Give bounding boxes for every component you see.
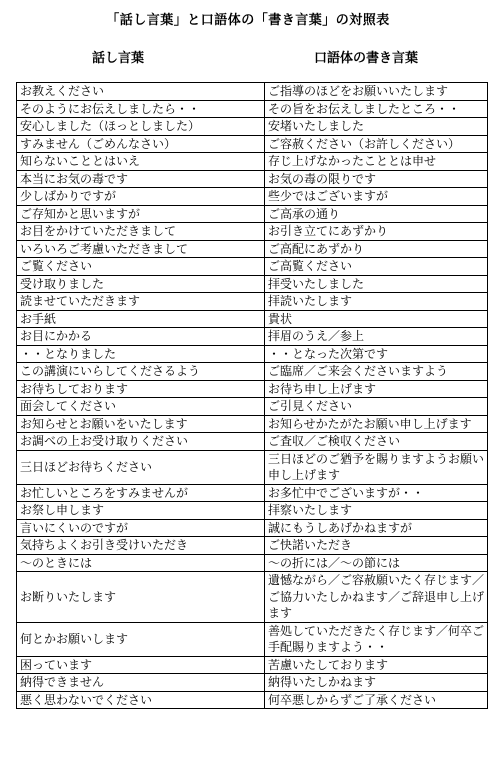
page-title: 「話し言葉」と口語体の「書き言葉」の対照表 xyxy=(106,13,390,28)
spoken-expression-cell: すみません（ごめんなさい） xyxy=(17,135,265,153)
table-row xyxy=(17,100,488,118)
table-row xyxy=(17,484,488,502)
table-row xyxy=(17,572,488,623)
table-row xyxy=(17,398,488,416)
table-row xyxy=(17,240,488,258)
table-row xyxy=(17,622,488,656)
table-row xyxy=(17,135,488,153)
spoken-expression-cell: お手紙 xyxy=(17,310,265,328)
comparison-table xyxy=(16,82,488,709)
table-row xyxy=(17,153,488,171)
written-expression-cell: お多忙中でございますが・・ xyxy=(265,484,488,502)
written-expression-cell: 拝受いたしました xyxy=(265,275,488,293)
written-expression-cell: 些少ではございますが xyxy=(265,188,488,206)
table-row xyxy=(17,118,488,136)
table-row xyxy=(17,433,488,451)
spoken-expression-cell: 本当にお気の毒です xyxy=(17,170,265,188)
written-expression-cell: ご引見ください xyxy=(265,398,488,416)
spoken-expression-cell: 読ませていただきます xyxy=(17,293,265,311)
table-row xyxy=(17,674,488,692)
spoken-expression-cell: お調べの上お受け取りください xyxy=(17,433,265,451)
table-row xyxy=(17,380,488,398)
written-expression-cell: 苦慮いたしております xyxy=(265,656,488,674)
spoken-expression-cell: ～のときには xyxy=(17,554,265,572)
table-row xyxy=(17,345,488,363)
written-expression-cell: ご高承の通り xyxy=(265,205,488,223)
written-expression-cell: ご高配にあずかり xyxy=(265,240,488,258)
written-expression-cell: 善処していただきたく存じます／何卒ご手配賜りますよう・・ xyxy=(265,622,488,656)
written-expression-cell: その旨をお伝えしましたところ・・ xyxy=(265,100,488,118)
table-row xyxy=(17,363,488,381)
column-header-spoken: 話し言葉 xyxy=(92,51,145,66)
spoken-expression-cell: 受け取りました xyxy=(17,275,265,293)
written-expression-cell: 三日ほどのご猶予を賜りますようお願い申し上げます xyxy=(265,450,488,484)
written-expression-cell: ご指導のほどをお願いいたします xyxy=(265,83,488,101)
written-expression-cell: 存じ上げなかったこととは申せ xyxy=(265,153,488,171)
spoken-expression-cell: いろいろご考慮いただきまして xyxy=(17,240,265,258)
spoken-expression-cell: 言いにくいのですが xyxy=(17,519,265,537)
spoken-expression-cell: ご覧ください xyxy=(17,258,265,276)
table-row xyxy=(17,328,488,346)
spoken-expression-cell: 気持ちよくお引き受けいただき xyxy=(17,537,265,555)
spoken-expression-cell: お祭し申します xyxy=(17,502,265,520)
written-expression-cell: お気の毒の限りです xyxy=(265,170,488,188)
spoken-expression-cell: ご存知かと思いますが xyxy=(17,205,265,223)
table-row xyxy=(17,656,488,674)
spoken-expression-cell: 何とかお願いします xyxy=(17,622,265,656)
spoken-expression-cell: お知らせとお願いをいたします xyxy=(17,415,265,433)
spoken-expression-cell: お忙しいところをすみませんが xyxy=(17,484,265,502)
spoken-expression-cell: ・・となりました xyxy=(17,345,265,363)
table-row xyxy=(17,415,488,433)
spoken-expression-cell: お待ちしております xyxy=(17,380,265,398)
spoken-expression-cell: 三日ほどお待ちください xyxy=(17,450,265,484)
spoken-expression-cell: お断りいたします xyxy=(17,572,265,623)
table-row xyxy=(17,170,488,188)
written-expression-cell: ご高覧ください xyxy=(265,258,488,276)
written-expression-cell: ・・となった次第です xyxy=(265,345,488,363)
table-row xyxy=(17,519,488,537)
table-row xyxy=(17,450,488,484)
spoken-expression-cell: この講演にいらしてくださるよう xyxy=(17,363,265,381)
spoken-expression-cell: 少しばかりですが xyxy=(17,188,265,206)
table-row xyxy=(17,502,488,520)
spoken-expression-cell: 面会してください xyxy=(17,398,265,416)
column-header-written: 口語体の書き言葉 xyxy=(314,51,419,66)
spoken-expression-cell: 困っています xyxy=(17,656,265,674)
written-expression-cell: 誠にもうしあげかねますが xyxy=(265,519,488,537)
written-expression-cell: お知らせかたがたお願い申し上げます xyxy=(265,415,488,433)
written-expression-cell: 何卒悪しからずご了承ください xyxy=(265,691,488,709)
spoken-expression-cell: 納得できません xyxy=(17,674,265,692)
table-row xyxy=(17,83,488,101)
table-row xyxy=(17,691,488,709)
spoken-expression-cell: お目にかかる xyxy=(17,328,265,346)
spoken-expression-cell: お教えください xyxy=(17,83,265,101)
spoken-expression-cell: 知らないこととはいえ xyxy=(17,153,265,171)
written-expression-cell: 安堵いたしました xyxy=(265,118,488,136)
spoken-expression-cell: そのようにお伝えしましたら・・ xyxy=(17,100,265,118)
table-row xyxy=(17,554,488,572)
written-expression-cell: 納得いたしかねます xyxy=(265,674,488,692)
table-row xyxy=(17,258,488,276)
written-expression-cell: ～の折には／～の節には xyxy=(265,554,488,572)
table-row xyxy=(17,223,488,241)
table-body xyxy=(17,83,488,709)
written-expression-cell: 遺憾ながら／ご容赦願いたく存じます／ご協力いたしかねます／ご辞退申し上げます xyxy=(265,572,488,623)
written-expression-cell: 拝読いたします xyxy=(265,293,488,311)
table-row xyxy=(17,188,488,206)
written-expression-cell: 拝察いたします xyxy=(265,502,488,520)
table-row xyxy=(17,275,488,293)
table-row xyxy=(17,293,488,311)
written-expression-cell: 貴状 xyxy=(265,310,488,328)
table-row xyxy=(17,205,488,223)
table-row xyxy=(17,537,488,555)
written-expression-cell: お引き立てにあずかり xyxy=(265,223,488,241)
written-expression-cell: お待ち申し上げます xyxy=(265,380,488,398)
spoken-expression-cell: 悪く思わないでください xyxy=(17,691,265,709)
spoken-expression-cell: お目をかけていただきまして xyxy=(17,223,265,241)
written-expression-cell: 拝眉のうえ／参上 xyxy=(265,328,488,346)
table-row xyxy=(17,310,488,328)
spoken-expression-cell: 安心しました（ほっとしました） xyxy=(17,118,265,136)
written-expression-cell: ご査収／ご検収ください xyxy=(265,433,488,451)
written-expression-cell: ご容赦ください（お許しください） xyxy=(265,135,488,153)
written-expression-cell: ご臨席／ご来会くださいますよう xyxy=(265,363,488,381)
written-expression-cell: ご快諾いただき xyxy=(265,537,488,555)
